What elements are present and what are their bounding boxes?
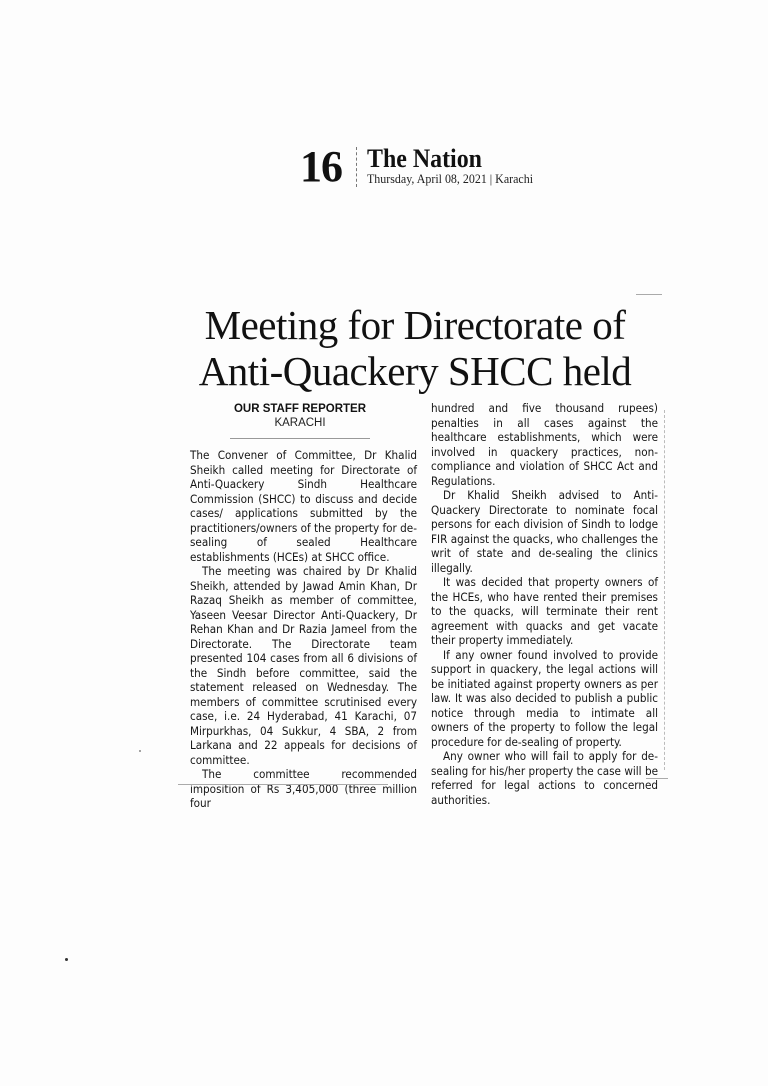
headline-line-2: Anti-Quackery SHCC held [198,348,632,394]
paragraph: Dr Khalid Sheikh advised to Anti-Quackery Directorate to nominate focal persons for each division of Sindh to lodge FIR against the quacks, who challenges the writ of state and de-sealing the clinics illegally. [431,488,658,575]
article-column-right [431,401,658,807]
scan-speck [139,750,141,752]
paragraph: The Convener of Committee, Dr Khalid Sheikh called meeting for Directorate of Anti-Quackery Sindh Healthcare Commission (SHCC) to discuss and decide cases/ applications submitted by the practitioners/owners of the property for de-sealing of sealed Healthcare establishments (HCEs) at SHCC office. [190,448,417,564]
headline-line-1: Meeting for Directorate of [204,302,626,348]
article-headline [175,302,655,394]
paragraph: If any owner found involved to provide support in quackery, the legal actions will be initiated against property owners as per law. It was also decided to publish a public notice through media to intimate all owners of the property to follow the legal procedure for de-sealing of property. [431,647,658,749]
newspaper-name: The Nation [367,144,482,173]
article-column-left [190,448,417,811]
dateline: Thursday, April 08, 2021 | Karachi [367,171,534,186]
scan-speck [65,958,68,961]
masthead-divider [356,147,357,187]
paragraph: It was decided that property owners of the HCEs, who have rented their premises to the quacks, will terminate their rent agreement with quacks and get vacate their property immediately. [431,575,658,647]
byline-rule [230,438,370,439]
paragraph: The committee recommended imposition of Rs 3,405,000 (three million four [190,767,417,810]
byline-location: KARACHI [274,417,326,429]
paragraph: hundred and five thousand rupees) penalties in all cases against the healthcare establishments, which were involved in quackery practices, non-compliance and violation of SHCC Act and Regulations. [431,401,658,488]
byline [190,402,410,439]
masthead [300,142,547,192]
bottom-left-rule [178,784,388,785]
top-right-rule [636,294,662,295]
masthead-text [367,144,547,187]
bottom-right-rule [646,778,668,779]
paragraph: Any owner who will fail to apply for de-sealing for his/her property the case will be referred for legal actions to concerned authorities. [431,749,658,807]
paragraph: The meeting was chaired by Dr Khalid Sheikh, attended by Jawad Amin Khan, Dr Razaq Sheikh as member of committee, Yaseen Veesar Director Anti-Quackery, Dr Rehan Khan and Dr Razia Jameel from the Directorate. The Directorate team presented 104 cases from all 6 divisions of the Sindh before committee, said the statement released on Wednesday. The members of committee scrutinised every case, i.e. 24 Hyderabad, 41 Karachi, 07 Mirpurkhas, 04 Sukkur, 4 SBA, 2 from Larkana and 22 appeals for decisions of committee. [190,564,417,767]
byline-author: OUR STAFF REPORTER [233,403,367,415]
page-number: 16 [300,142,342,191]
clipping-edge [664,410,665,770]
